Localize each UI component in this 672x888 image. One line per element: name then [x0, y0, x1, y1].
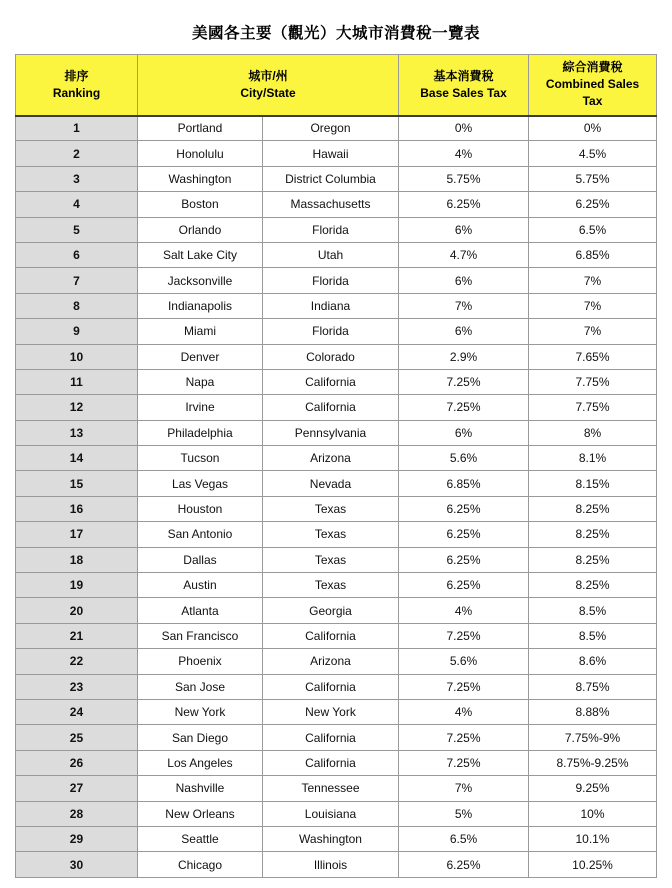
state-cell: New York	[262, 699, 398, 724]
header-city-state-en: City/State	[240, 85, 296, 100]
base-tax-cell: 7.25%	[399, 750, 529, 775]
city-cell: Jacksonville	[137, 268, 262, 293]
base-tax-cell: 7.25%	[399, 623, 529, 648]
base-tax-cell: 7%	[399, 776, 529, 801]
state-cell: Texas	[262, 522, 398, 547]
city-cell: Las Vegas	[137, 471, 262, 496]
city-cell: Seattle	[137, 826, 262, 851]
combined-tax-cell: 6.25%	[529, 192, 657, 217]
city-cell: Portland	[137, 116, 262, 141]
combined-tax-cell: 8.75%-9.25%	[529, 750, 657, 775]
combined-tax-cell: 8.1%	[529, 446, 657, 471]
state-cell: California	[262, 395, 398, 420]
state-cell: Florida	[262, 268, 398, 293]
header-combined-tax	[529, 55, 657, 116]
city-cell: Denver	[137, 344, 262, 369]
table-body	[15, 116, 656, 878]
state-cell: California	[262, 369, 398, 394]
city-cell: San Jose	[137, 674, 262, 699]
state-cell: Florida	[262, 217, 398, 242]
combined-tax-cell: 10.25%	[529, 852, 657, 877]
combined-tax-cell: 8.75%	[529, 674, 657, 699]
table-row	[15, 522, 656, 547]
state-cell: Florida	[262, 319, 398, 344]
table-row	[15, 369, 656, 394]
combined-tax-cell: 8%	[529, 420, 657, 445]
city-cell: Indianapolis	[137, 293, 262, 318]
table-row	[15, 344, 656, 369]
city-cell: Miami	[137, 319, 262, 344]
header-combined-tax-en: Combined Sales Tax	[545, 77, 640, 109]
city-cell: Napa	[137, 369, 262, 394]
city-cell: Atlanta	[137, 598, 262, 623]
table-row	[15, 116, 656, 141]
state-cell: California	[262, 725, 398, 750]
combined-tax-cell: 7.75%	[529, 369, 657, 394]
rank-cell: 11	[15, 369, 137, 394]
combined-tax-cell: 8.5%	[529, 598, 657, 623]
city-cell: Boston	[137, 192, 262, 217]
city-cell: San Francisco	[137, 623, 262, 648]
rank-cell: 25	[15, 725, 137, 750]
base-tax-cell: 2.9%	[399, 344, 529, 369]
city-cell: Irvine	[137, 395, 262, 420]
base-tax-cell: 4%	[399, 141, 529, 166]
state-cell: Arizona	[262, 446, 398, 471]
rank-cell: 14	[15, 446, 137, 471]
combined-tax-cell: 8.25%	[529, 547, 657, 572]
rank-cell: 1	[15, 116, 137, 141]
combined-tax-cell: 7%	[529, 268, 657, 293]
combined-tax-cell: 10%	[529, 801, 657, 826]
rank-cell: 6	[15, 242, 137, 267]
base-tax-cell: 6%	[399, 319, 529, 344]
city-cell: San Antonio	[137, 522, 262, 547]
state-cell: Pennsylvania	[262, 420, 398, 445]
table-row	[15, 217, 656, 242]
base-tax-cell: 7.25%	[399, 395, 529, 420]
header-ranking-en: Ranking	[52, 85, 101, 100]
base-tax-cell: 5.6%	[399, 649, 529, 674]
city-cell: Honolulu	[137, 141, 262, 166]
rank-cell: 4	[15, 192, 137, 217]
header-base-tax-en: Base Sales Tax	[420, 85, 507, 100]
base-tax-cell: 6%	[399, 268, 529, 293]
table-row	[15, 446, 656, 471]
state-cell: District Columbia	[262, 166, 398, 191]
table-row	[15, 852, 656, 877]
combined-tax-cell: 8.25%	[529, 496, 657, 521]
rank-cell: 19	[15, 573, 137, 598]
combined-tax-cell: 8.25%	[529, 522, 657, 547]
rank-cell: 12	[15, 395, 137, 420]
rank-cell: 9	[15, 319, 137, 344]
header-row	[15, 55, 656, 116]
base-tax-cell: 6.5%	[399, 826, 529, 851]
base-tax-cell: 7%	[399, 293, 529, 318]
base-tax-cell: 6%	[399, 217, 529, 242]
base-tax-cell: 7.25%	[399, 674, 529, 699]
table-row	[15, 649, 656, 674]
state-cell: Illinois	[262, 852, 398, 877]
base-tax-cell: 6%	[399, 420, 529, 445]
combined-tax-cell: 7%	[529, 319, 657, 344]
rank-cell: 8	[15, 293, 137, 318]
state-cell: California	[262, 674, 398, 699]
state-cell: Texas	[262, 547, 398, 572]
base-tax-cell: 6.25%	[399, 192, 529, 217]
rank-cell: 27	[15, 776, 137, 801]
table-row	[15, 547, 656, 572]
table-row	[15, 192, 656, 217]
state-cell: Hawaii	[262, 141, 398, 166]
city-cell: San Diego	[137, 725, 262, 750]
table-row	[15, 141, 656, 166]
table-row	[15, 598, 656, 623]
state-cell: Arizona	[262, 649, 398, 674]
state-cell: California	[262, 750, 398, 775]
combined-tax-cell: 5.75%	[529, 166, 657, 191]
table-row	[15, 242, 656, 267]
state-cell: Washington	[262, 826, 398, 851]
state-cell: Nevada	[262, 471, 398, 496]
state-cell: Oregon	[262, 116, 398, 141]
table-row	[15, 699, 656, 724]
base-tax-cell: 0%	[399, 116, 529, 141]
rank-cell: 3	[15, 166, 137, 191]
city-cell: Orlando	[137, 217, 262, 242]
combined-tax-cell: 7.75%	[529, 395, 657, 420]
table-row	[15, 496, 656, 521]
city-cell: Los Angeles	[137, 750, 262, 775]
base-tax-cell: 5.6%	[399, 446, 529, 471]
base-tax-cell: 4%	[399, 598, 529, 623]
city-cell: Philadelphia	[137, 420, 262, 445]
base-tax-cell: 6.25%	[399, 852, 529, 877]
rank-cell: 5	[15, 217, 137, 242]
header-combined-tax-zh: 綜合消費稅	[562, 60, 623, 75]
rank-cell: 24	[15, 699, 137, 724]
table-row	[15, 420, 656, 445]
table-row	[15, 776, 656, 801]
base-tax-cell: 6.25%	[399, 522, 529, 547]
state-cell: Utah	[262, 242, 398, 267]
header-base-tax	[399, 55, 529, 116]
combined-tax-cell: 4.5%	[529, 141, 657, 166]
rank-cell: 20	[15, 598, 137, 623]
header-city-state-zh: 城市/州	[248, 68, 288, 83]
rank-cell: 28	[15, 801, 137, 826]
base-tax-cell: 4%	[399, 699, 529, 724]
base-tax-cell: 7.25%	[399, 725, 529, 750]
table-row	[15, 801, 656, 826]
rank-cell: 30	[15, 852, 137, 877]
state-cell: Tennessee	[262, 776, 398, 801]
city-cell: Houston	[137, 496, 262, 521]
rank-cell: 10	[15, 344, 137, 369]
city-cell: Salt Lake City	[137, 242, 262, 267]
combined-tax-cell: 6.5%	[529, 217, 657, 242]
combined-tax-cell: 8.6%	[529, 649, 657, 674]
state-cell: Colorado	[262, 344, 398, 369]
header-base-tax-zh: 基本消費稅	[433, 68, 494, 83]
state-cell: Massachusetts	[262, 192, 398, 217]
base-tax-cell: 6.25%	[399, 573, 529, 598]
city-cell: New York	[137, 699, 262, 724]
combined-tax-cell: 7%	[529, 293, 657, 318]
combined-tax-cell: 9.25%	[529, 776, 657, 801]
combined-tax-cell: 8.5%	[529, 623, 657, 648]
combined-tax-cell: 7.75%-9%	[529, 725, 657, 750]
table-row	[15, 293, 656, 318]
table-row	[15, 268, 656, 293]
state-cell: Texas	[262, 496, 398, 521]
rank-cell: 17	[15, 522, 137, 547]
state-cell: California	[262, 623, 398, 648]
header-city-state	[137, 55, 398, 116]
table-row	[15, 725, 656, 750]
rank-cell: 18	[15, 547, 137, 572]
state-cell: Indiana	[262, 293, 398, 318]
city-cell: Washington	[137, 166, 262, 191]
base-tax-cell: 6.25%	[399, 547, 529, 572]
table-row	[15, 471, 656, 496]
rank-cell: 7	[15, 268, 137, 293]
base-tax-cell: 4.7%	[399, 242, 529, 267]
rank-cell: 26	[15, 750, 137, 775]
combined-tax-cell: 0%	[529, 116, 657, 141]
city-cell: Chicago	[137, 852, 262, 877]
city-cell: Nashville	[137, 776, 262, 801]
city-cell: Tucson	[137, 446, 262, 471]
header-ranking-zh: 排序	[64, 68, 89, 83]
table-row	[15, 750, 656, 775]
combined-tax-cell: 7.65%	[529, 344, 657, 369]
rank-cell: 22	[15, 649, 137, 674]
combined-tax-cell: 6.85%	[529, 242, 657, 267]
state-cell: Georgia	[262, 598, 398, 623]
table-row	[15, 623, 656, 648]
table-row	[15, 674, 656, 699]
rank-cell: 23	[15, 674, 137, 699]
combined-tax-cell: 8.88%	[529, 699, 657, 724]
table-row	[15, 826, 656, 851]
page-title: 美國各主要（觀光）大城市消費稅一覽表	[191, 25, 480, 42]
base-tax-cell: 5.75%	[399, 166, 529, 191]
base-tax-cell: 7.25%	[399, 369, 529, 394]
state-cell: Texas	[262, 573, 398, 598]
state-cell: Louisiana	[262, 801, 398, 826]
rank-cell: 15	[15, 471, 137, 496]
table-header	[15, 55, 656, 116]
base-tax-cell: 6.85%	[399, 471, 529, 496]
sales-tax-table	[15, 54, 657, 878]
base-tax-cell: 5%	[399, 801, 529, 826]
combined-tax-cell: 8.25%	[529, 573, 657, 598]
header-ranking	[15, 55, 137, 116]
table-row	[15, 395, 656, 420]
rank-cell: 2	[15, 141, 137, 166]
city-cell: New Orleans	[137, 801, 262, 826]
table-row	[15, 166, 656, 191]
combined-tax-cell: 10.1%	[529, 826, 657, 851]
rank-cell: 16	[15, 496, 137, 521]
city-cell: Phoenix	[137, 649, 262, 674]
rank-cell: 29	[15, 826, 137, 851]
city-cell: Dallas	[137, 547, 262, 572]
table-row	[15, 319, 656, 344]
base-tax-cell: 6.25%	[399, 496, 529, 521]
rank-cell: 21	[15, 623, 137, 648]
combined-tax-cell: 8.15%	[529, 471, 657, 496]
rank-cell: 13	[15, 420, 137, 445]
table-row	[15, 573, 656, 598]
city-cell: Austin	[137, 573, 262, 598]
